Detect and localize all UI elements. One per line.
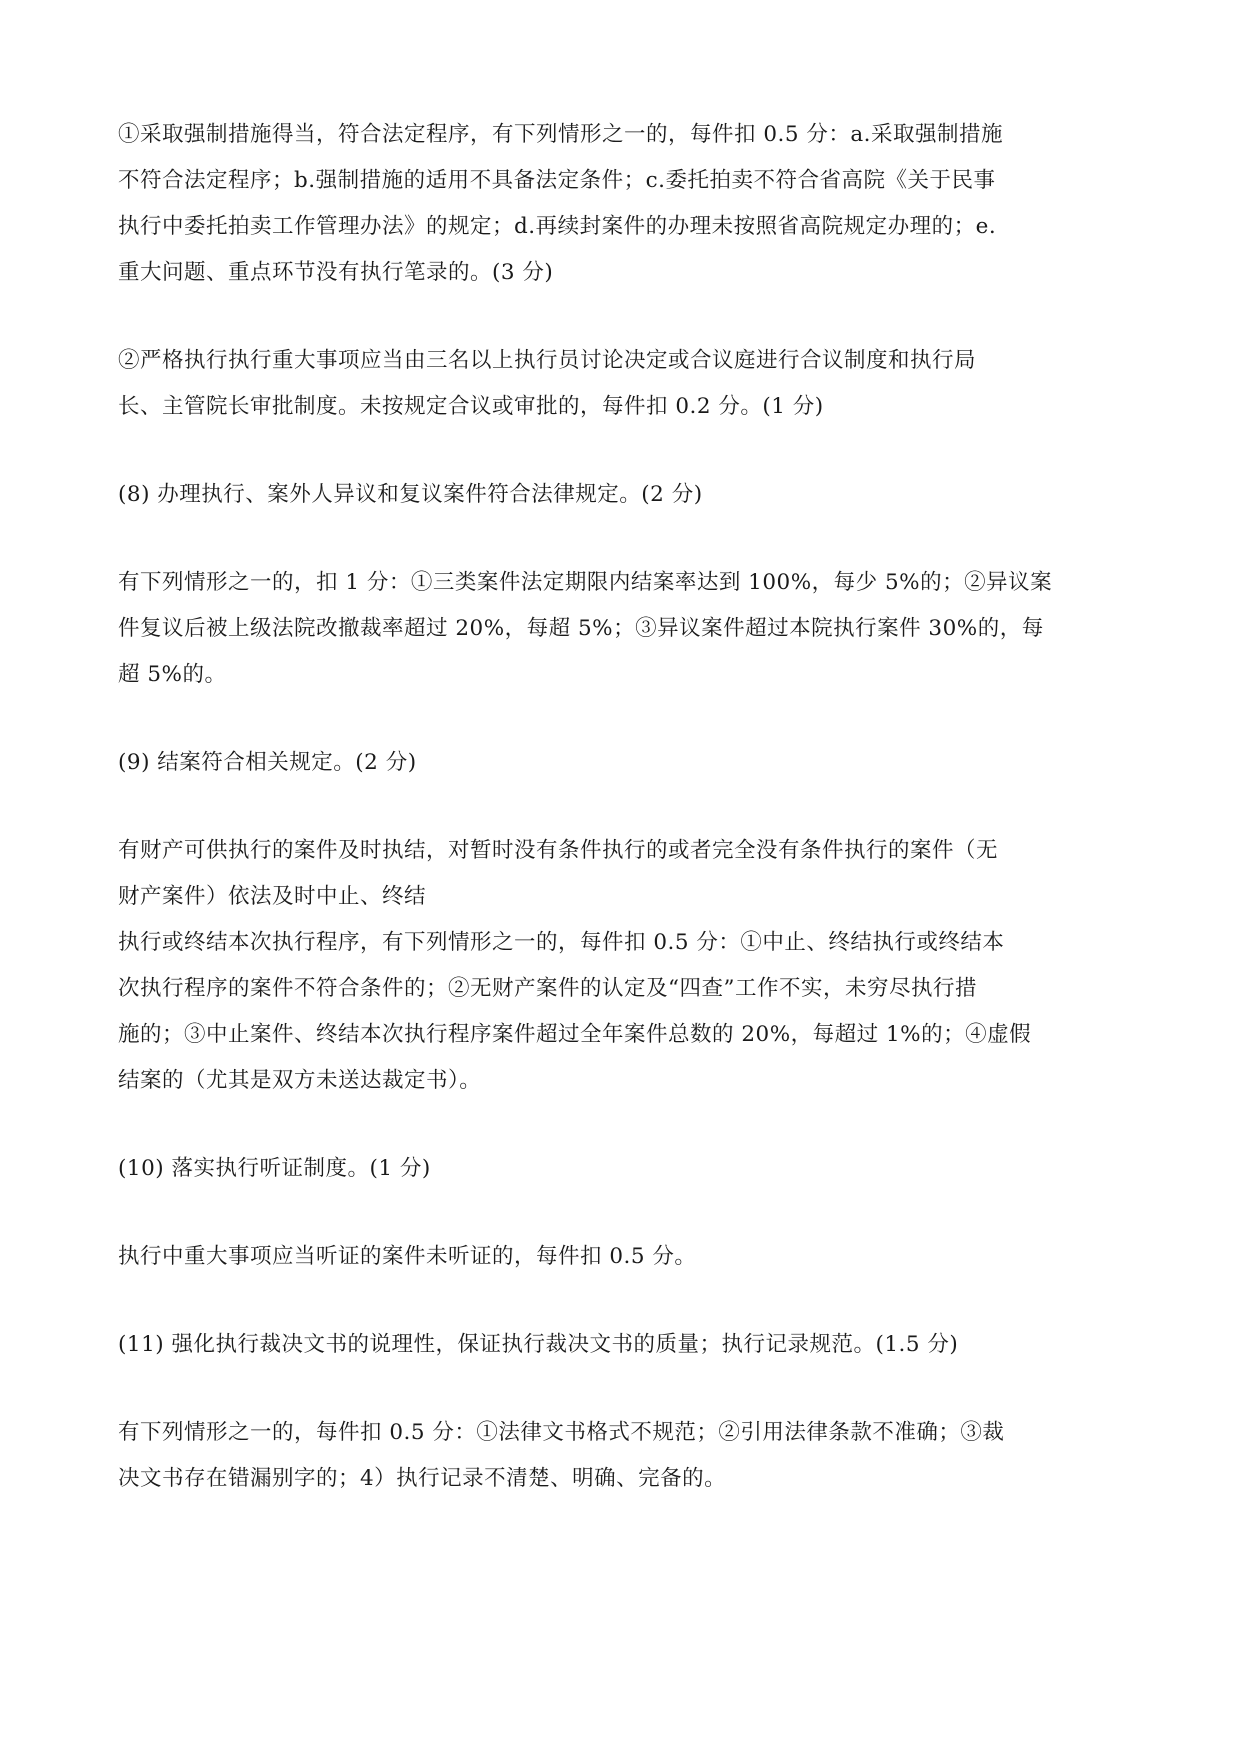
text-line: 有财产可供执行的案件及时执结，对暂时没有条件执行的或者完全没有条件执行的案件（无	[118, 838, 999, 863]
section-heading-11	[118, 1322, 1123, 1368]
text-line: (10) 落实执行听证制度。(1 分)	[118, 1156, 431, 1181]
text-line: 超 5%的。	[118, 662, 227, 687]
text-line: 长、主管院长审批制度。未按规定合议或审批的，每件扣 0.2 分。(1 分)	[118, 394, 824, 419]
text-line: 结案的（尤其是双方未送达裁定书）。	[118, 1068, 482, 1093]
text-line: 财产案件）依法及时中止、终结	[118, 884, 427, 909]
document-page	[118, 112, 1123, 1544]
paragraph-hearing-rule	[118, 1234, 1123, 1280]
text-line: 执行中委托拍卖工作管理办法》的规定；d.再续封案件的办理未按照省高院规定办理的；e.	[118, 214, 997, 239]
paragraph-case-closing-intro	[118, 828, 1123, 920]
section-heading-9	[118, 740, 1123, 786]
paragraph-documents-rules	[118, 1410, 1123, 1502]
text-line: 执行中重大事项应当听证的案件未听证的，每件扣 0.5 分。	[118, 1244, 697, 1269]
paragraph-objection-cases	[118, 560, 1123, 698]
text-line: ①采取强制措施得当，符合法定程序，有下列情形之一的，每件扣 0.5 分：a.采取强制措施	[118, 122, 1004, 147]
text-line: 次执行程序的案件不符合条件的；②无财产案件的认定及“四查”工作不实，未穷尽执行措	[118, 976, 977, 1001]
text-line: 决文书存在错漏别字的；4）执行记录不清楚、明确、完备的。	[118, 1466, 727, 1491]
text-line: 重大问题、重点环节没有执行笔录的。(3 分)	[118, 260, 554, 285]
text-line: ②严格执行执行重大事项应当由三名以上执行员讨论决定或合议庭进行合议制度和执行局	[118, 348, 977, 373]
paragraph-major-matters	[118, 338, 1123, 430]
paragraph-case-closing-rules	[118, 920, 1123, 1104]
text-line: 不符合法定程序；b.强制措施的适用不具备法定条件；c.委托拍卖不符合省高院《关于民事	[118, 168, 996, 193]
section-heading-8	[118, 472, 1123, 518]
text-line: 件复议后被上级法院改撤裁率超过 20%，每超 5%；③异议案件超过本院执行案件 30%的，每	[118, 616, 1044, 641]
text-line: (11) 强化执行裁决文书的说理性，保证执行裁决文书的质量；执行记录规范。(1.5 分)	[118, 1332, 959, 1357]
text-line: 施的；③中止案件、终结本次执行程序案件超过全年案件总数的 20%，每超过 1%的；④虚假	[118, 1022, 1032, 1047]
text-line: 执行或终结本次执行程序，有下列情形之一的，每件扣 0.5 分：①中止、终结执行或终结本	[118, 930, 1005, 955]
text-line: (8) 办理执行、案外人异议和复议案件符合法律规定。(2 分)	[118, 482, 703, 507]
text-line: 有下列情形之一的，每件扣 0.5 分：①法律文书格式不规范；②引用法律条款不准确；③裁	[118, 1420, 1005, 1445]
paragraph-enforcement-measures	[118, 112, 1123, 296]
text-line: 有下列情形之一的，扣 1 分：①三类案件法定期限内结案率达到 100%，每少 5%的；②异议案	[118, 570, 1053, 595]
section-heading-10	[118, 1146, 1123, 1192]
text-line: (9) 结案符合相关规定。(2 分)	[118, 750, 417, 775]
